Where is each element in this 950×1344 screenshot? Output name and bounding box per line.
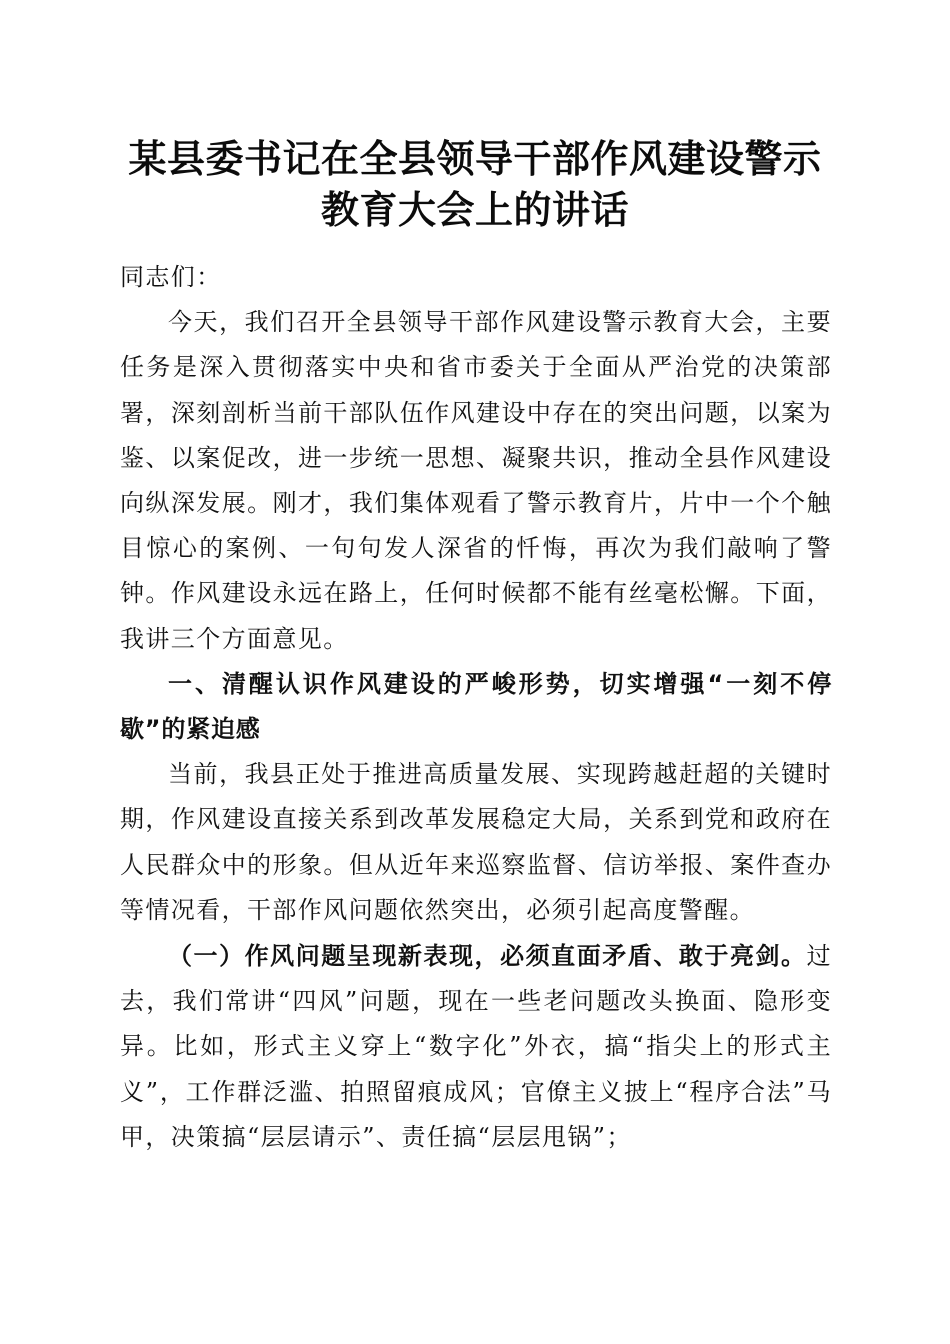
subsection-text: 过去，我们常讲“四风”问题，现在一些老问题改头换面、隐形变异。比如，形式主义穿上“数字化”外衣，搞“指尖上的形式主义”，工作群泛滥、拍照留痕成风；官僚主义披上“程序合法”马甲，决策搞“层层请示”、责任搞“层层甩锅”； [120,942,832,1151]
intro-paragraph: 今天，我们召开全县领导干部作风建设警示教育大会，主要任务是深入贯彻落实中央和省市委关于全面从严治党的决策部署，深刻剖析当前干部队伍作风建设中存在的突出问题，以案为鉴、以案促改，进一步统一思想、凝聚共识，推动全县作风建设向纵深发展。刚才，我们集体观看了警示教育片，片中一个个触目惊心的案例、一句句发人深省的忏悔，再次为我们敲响了警钟。作风建设永远在路上，任何时候都不能有丝毫松懈。下面，我讲三个方面意见。 [120,308,832,653]
document-body [120,255,832,1160]
section-heading: 一、清醒认识作风建设的严峻形势，切实增强“一刻不停歇”的紧迫感 [120,669,832,744]
salutation: 同志们： [120,263,222,291]
subsection-paragraph [120,933,832,1160]
section-paragraph: 当前，我县正处于推进高质量发展、实现跨越赶超的关键时期，作风建设直接关系到改革发展稳定大局，关系到党和政府在人民群众中的形象。但从近年来巡察监督、信访举报、案件查办等情况看，干部作风问题依然突出，必须引起高度警醒。 [120,760,832,924]
document-title: 某县委书记在全县领导干部作风建设警示教育大会上的讲话 [128,136,822,232]
subsection-heading: （一）作风问题呈现新表现，必须直面矛盾、敢于亮剑。 [168,941,807,971]
